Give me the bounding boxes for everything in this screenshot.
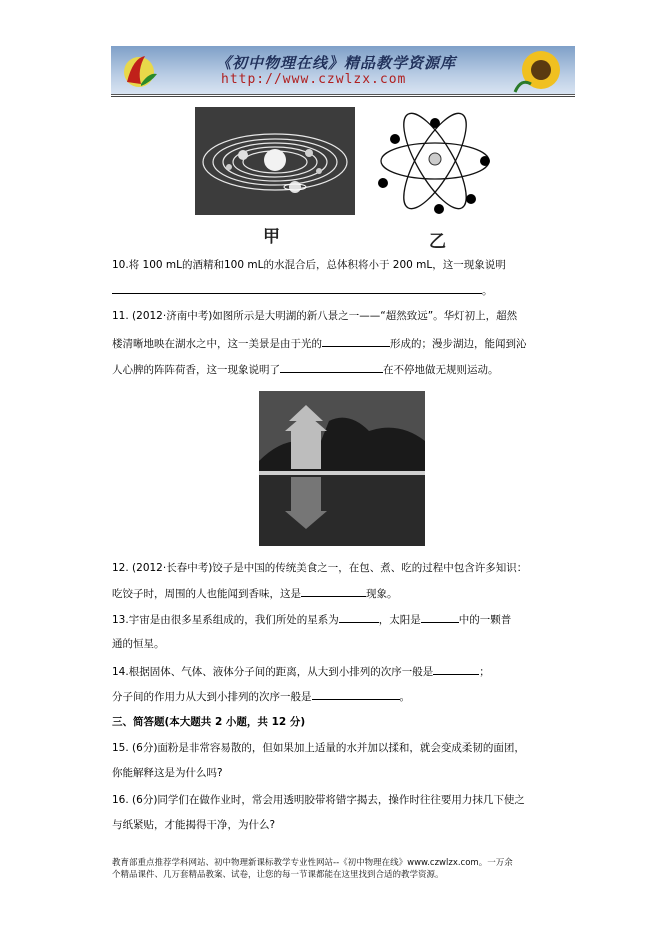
question-12-text: 吃饺子时，周围的人也能闻到香味，这是 <box>112 588 301 600</box>
question-13-line-2: 通的恒星。 <box>112 638 165 650</box>
footer-line-1: 教育部重点推荐学科网站、初中物理新课标教学专业性网站--《初中物理在线》www.czwlzx.com。一万余 <box>112 858 513 868</box>
question-12-line-2 <box>112 586 398 601</box>
question-15-line-1: 15. (6分)面粉是非常容易散的，但如果加上适量的水并加以揉和，就会变成柔韧的面团， <box>112 742 525 754</box>
header-banner <box>111 46 575 95</box>
question-12-line-1: 12. (2012·长春中考)饺子是中国的传统美食之一，在包、煮、吃的过程中包含许多知识： <box>112 562 528 574</box>
question-11-text: 楼清晰地映在湖水之中，这一美景是由于光的 <box>112 338 322 350</box>
answer-blank[interactable] <box>322 336 390 347</box>
question-11-line-2 <box>112 336 527 351</box>
question-12-text: 现象。 <box>366 588 398 600</box>
question-10-text: 10.将 100 mL的酒精和100 mL的水混合后，总体积将小于 200 mL，这一现象说明 <box>112 259 506 271</box>
section-heading: 三、简答题(本大题共 2 小题，共 12 分) <box>112 716 306 728</box>
answer-blank[interactable] <box>112 283 482 294</box>
page-footer <box>112 857 582 881</box>
answer-blank[interactable] <box>421 612 459 623</box>
header-title: 《初中物理在线》精品教学资源库 <box>215 54 456 72</box>
question-14-line-1 <box>112 664 490 679</box>
question-14-text: 14.根据固体、气体、液体分子间的距离，从大到小排列的次序一般是 <box>112 666 434 678</box>
question-14-text: ； <box>479 666 490 678</box>
footer-line-2: 个精品课件、几万套精品教案、试卷，让您的每一节课都能在这里找到合适的教学资源。 <box>112 870 444 880</box>
lake-pavilion-photo <box>259 391 425 546</box>
header-rule <box>111 96 575 97</box>
answer-blank[interactable] <box>301 586 366 597</box>
solar-system-figure <box>195 107 355 215</box>
question-10-answer-line <box>112 283 493 298</box>
question-11-text: 在不停地做无规则运动。 <box>383 364 499 376</box>
question-11-text: 形成的；漫步湖边，能闻到沁 <box>390 338 527 350</box>
figure-label-jia: 甲 <box>263 227 280 247</box>
question-14-text: 。 <box>399 691 410 703</box>
answer-blank[interactable] <box>433 664 479 675</box>
question-11-line-1: 11. (2012·济南中考)如图所示是大明湖的新八景之一——“超然致远”。华灯初上，超然 <box>112 310 518 322</box>
atom-model-figure <box>375 103 495 219</box>
question-14-text: 分子间的作用力从大到小排列的次序一般是 <box>112 691 312 703</box>
question-10-end: 。 <box>482 285 493 297</box>
question-11-line-3 <box>112 362 499 377</box>
site-logo-icon <box>121 52 161 90</box>
question-16-line-1: 16. (6分)同学们在做作业时，常会用透明胶带将错字揭去，操作时往往要用力抹几下使之 <box>112 794 525 806</box>
figure-label-yi: 乙 <box>429 232 446 252</box>
question-11-text: 人心脾的阵阵荷香，这一现象说明了 <box>112 364 280 376</box>
sunflower-icon <box>511 48 567 94</box>
question-16-line-2: 与纸紧贴，才能揭得干净，为什么? <box>112 819 276 831</box>
question-13-text: 中的一颗普 <box>458 614 512 626</box>
question-13-text: ，太阳是 <box>378 614 421 626</box>
answer-blank[interactable] <box>339 612 379 623</box>
answer-blank[interactable] <box>312 689 400 700</box>
question-13-text: 13.宇宙是由很多星系组成的，我们所处的星系为 <box>112 614 339 626</box>
question-15-line-2: 你能解释这是为什么吗? <box>112 767 223 779</box>
header-url[interactable]: http://www.czwlzx.com <box>221 72 407 87</box>
question-14-line-2 <box>112 689 410 704</box>
question-13-line-1 <box>112 612 511 627</box>
answer-blank[interactable] <box>280 362 383 373</box>
